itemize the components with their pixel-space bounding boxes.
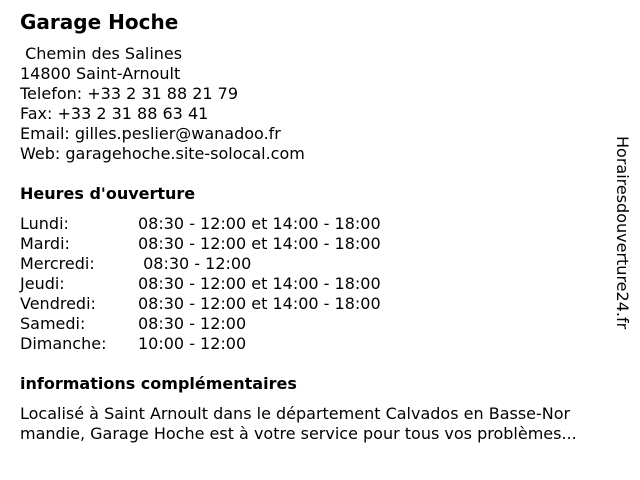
city-postcode: 14800 Saint-Arnoult [20, 64, 181, 83]
website-address[interactable]: Web: garagehoche.site-solocal.com [20, 144, 305, 163]
hours-heading: Heures d'ouverture [20, 184, 196, 203]
phone-number[interactable]: Telefon: +33 2 31 88 21 79 [20, 84, 239, 103]
hours-time: 08:30 - 12:00 et 14:00 - 18:00 [138, 274, 381, 293]
hours-day: Lundi: [20, 214, 69, 233]
hours-day: Jeudi: [20, 274, 65, 293]
hours-row [20, 254, 381, 274]
hours-time: 08:30 - 12:00 et 14:00 - 18:00 [138, 214, 381, 233]
contact-block [20, 44, 305, 164]
hours-time: 08:30 - 12:00 et 14:00 - 18:00 [138, 234, 381, 253]
fax-number: Fax: +33 2 31 88 63 41 [20, 104, 209, 123]
hours-row [20, 314, 381, 334]
hours-time: 10:00 - 12:00 [138, 334, 247, 353]
hours-row [20, 294, 381, 314]
hours-day: Mercredi: [20, 254, 95, 273]
business-name: Garage Hoche [20, 10, 179, 34]
street-address: Chemin des Salines [20, 44, 183, 63]
site-watermark: Horairesdouverture24.fr [613, 136, 632, 330]
hours-day: Mardi: [20, 234, 70, 253]
hours-row [20, 274, 381, 294]
hours-day: Vendredi: [20, 294, 96, 313]
hours-day: Dimanche: [20, 334, 107, 353]
hours-day: Samedi: [20, 314, 86, 333]
hours-time: 08:30 - 12:00 et 14:00 - 18:00 [138, 294, 381, 313]
hours-row [20, 234, 381, 254]
hours-row [20, 334, 381, 354]
hours-row [20, 214, 381, 234]
email-address[interactable]: Email: gilles.peslier@wanadoo.fr [20, 124, 281, 143]
hours-time: 08:30 - 12:00 [138, 254, 252, 273]
info-heading: informations complémentaires [20, 374, 297, 393]
hours-table [20, 214, 381, 354]
description-text: Localisé à Saint Arnoult dans le département Calvados en Basse-Nor mandie, Garage Hoche est à votre service pour tous vos problèmes... [20, 404, 577, 443]
hours-time: 08:30 - 12:00 [138, 314, 247, 333]
